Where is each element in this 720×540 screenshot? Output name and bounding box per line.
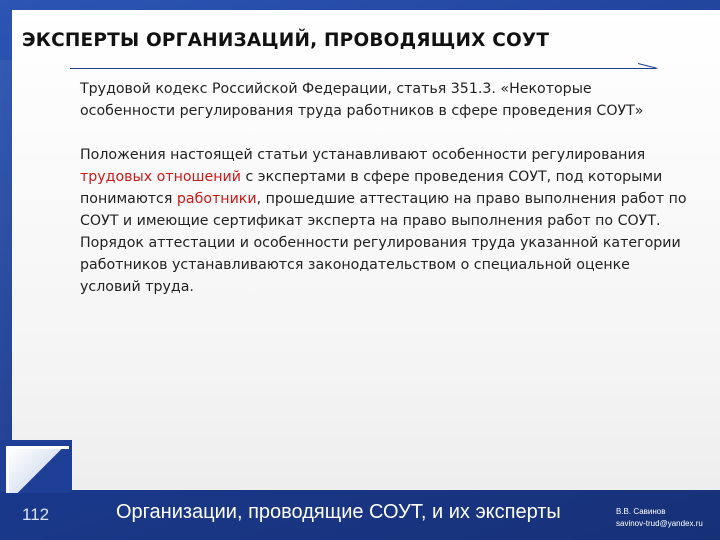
procedure-paragraph: Порядок аттестации и особенности регулирования труда указанной категории работников устанавливаются законодательством о специальной оценке условий труда. — [80, 235, 681, 295]
page-number: 112 — [22, 505, 50, 524]
author-name: В.В. Савинов — [616, 507, 666, 516]
intro-paragraph: Трудовой кодекс Российской Федерации, статья 351.3. «Некоторые особенности регулирования труда работников в сфере проведения СОУТ» — [80, 81, 644, 119]
labor-relations-highlight: трудовых отношений — [80, 169, 241, 185]
author-info — [616, 506, 703, 530]
footer-title: Организации, проводящие СОУТ, и их эксперты — [116, 501, 561, 523]
main-paragraph-text: Положения настоящей статьи устанавливают особенности регулирования — [80, 147, 646, 163]
corner-decoration — [6, 446, 69, 493]
author-email[interactable]: savinov-trud@yandex.ru — [616, 519, 703, 528]
title-underline — [70, 68, 656, 69]
main-paragraph-text: с экспертами в сфере проведения СОУТ, под которыми понимаются — [80, 169, 663, 207]
slide-title: ЭКСПЕРТЫ ОРГАНИЗАЦИЙ, ПРОВОДЯЩИХ СОУТ — [22, 30, 550, 51]
main-paragraph-text: , прошедшие аттестацию на право выполнения работ по СОУТ и имеющие сертификат эксперта на право выполнения работ по СОУТ. — [80, 191, 687, 229]
workers-highlight: работники — [176, 191, 257, 207]
main-paragraph — [80, 144, 690, 298]
